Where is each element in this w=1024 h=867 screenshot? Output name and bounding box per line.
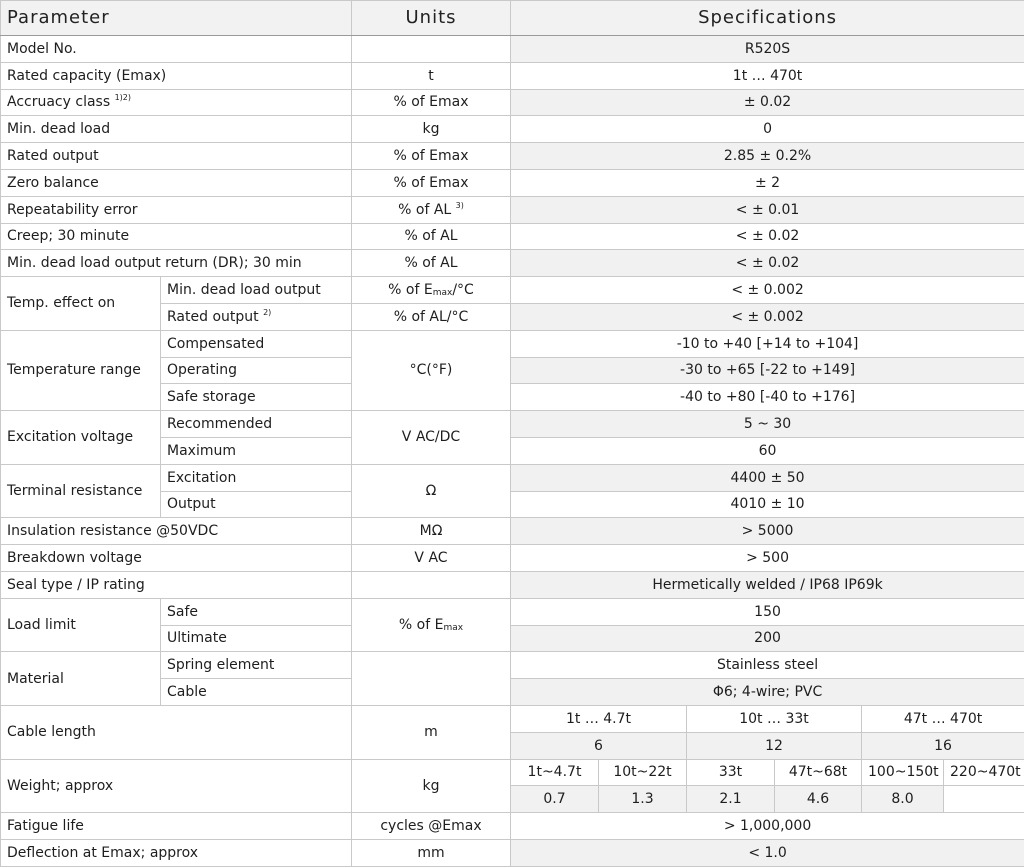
param-cell: Cable length: [1, 705, 352, 759]
unit-text: % of AL: [398, 202, 451, 218]
sub-param-cell: Maximum: [161, 437, 352, 464]
table-row: [1, 652, 1024, 679]
range-cell: 100~150t: [862, 759, 944, 786]
range-cell: 10t~22t: [599, 759, 687, 786]
table-row: [1, 545, 1024, 572]
spec-cell: 1t … 470t: [511, 62, 1024, 89]
unit-subscript: max: [433, 288, 453, 298]
unit-cell: [352, 36, 511, 63]
unit-subscript: max: [443, 623, 463, 633]
unit-cell: % of Emax: [352, 169, 511, 196]
spec-cell: < ± 0.02: [511, 223, 1024, 250]
spec-cell: < ± 0.02: [511, 250, 1024, 277]
footnote-marker: 1)2): [115, 93, 131, 102]
footnote-marker: 3): [456, 201, 464, 210]
unit-cell: [352, 571, 511, 598]
unit-text: /°C: [452, 282, 474, 298]
spec-cell: > 500: [511, 545, 1024, 572]
spec-cell: Φ6; 4-wire; PVC: [511, 679, 1024, 706]
range-cell: 47t … 470t: [862, 705, 1024, 732]
table-row: [1, 571, 1024, 598]
table-row: [1, 223, 1024, 250]
table-row: [1, 62, 1024, 89]
param-cell: Rated output: [1, 143, 352, 170]
unit-cell: m: [352, 705, 511, 759]
spec-cell: 5 ~ 30: [511, 411, 1024, 438]
sub-param-cell: Min. dead load output: [161, 277, 352, 304]
value-cell: 16: [862, 732, 1024, 759]
sub-param-cell: Safe: [161, 598, 352, 625]
param-group-cell: Load limit: [1, 598, 161, 652]
range-cell: 10t … 33t: [687, 705, 862, 732]
spec-cell: > 1,000,000: [511, 813, 1024, 840]
table-row: [1, 36, 1024, 63]
value-cell: [944, 786, 1024, 813]
param-cell: Rated capacity (Emax): [1, 62, 352, 89]
unit-cell: [352, 277, 511, 304]
param-group-cell: Terminal resistance: [1, 464, 161, 518]
sub-param-cell: Excitation: [161, 464, 352, 491]
sub-param-cell: Recommended: [161, 411, 352, 438]
range-cell: 1t~4.7t: [511, 759, 599, 786]
range-cell: 1t … 4.7t: [511, 705, 687, 732]
spec-cell: 4400 ± 50: [511, 464, 1024, 491]
table-row: [1, 598, 1024, 625]
param-cell: Zero balance: [1, 169, 352, 196]
spec-cell: -30 to +65 [-22 to +149]: [511, 357, 1024, 384]
unit-cell: % of Emax: [352, 89, 511, 116]
table-row: [1, 169, 1024, 196]
unit-cell: °C(°F): [352, 330, 511, 410]
table-row: [1, 411, 1024, 438]
table-row: [1, 250, 1024, 277]
table-row: [1, 143, 1024, 170]
sub-param-text: Rated output: [167, 309, 259, 325]
spec-cell: 2.85 ± 0.2%: [511, 143, 1024, 170]
param-cell: Insulation resistance @50VDC: [1, 518, 352, 545]
param-cell: Model No.: [1, 36, 352, 63]
range-cell: 220~470t: [944, 759, 1024, 786]
param-cell: Weight; approx: [1, 759, 352, 813]
sub-param-cell: Cable: [161, 679, 352, 706]
table-row: [1, 196, 1024, 223]
param-cell: Creep; 30 minute: [1, 223, 352, 250]
spec-cell: Stainless steel: [511, 652, 1024, 679]
spec-cell: 0: [511, 116, 1024, 143]
spec-cell: 200: [511, 625, 1024, 652]
unit-cell: [352, 652, 511, 706]
range-cell: 47t~68t: [775, 759, 862, 786]
unit-cell: % of Emax: [352, 143, 511, 170]
param-cell: Deflection at Emax; approx: [1, 839, 352, 866]
unit-cell: % of AL/°C: [352, 303, 511, 330]
spec-cell: ± 0.02: [511, 89, 1024, 116]
unit-cell: % of AL: [352, 250, 511, 277]
value-cell: 12: [687, 732, 862, 759]
spec-cell: < ± 0.002: [511, 277, 1024, 304]
unit-cell: [352, 196, 511, 223]
sub-param-cell: Operating: [161, 357, 352, 384]
spec-cell: Hermetically welded / IP68 IP69k: [511, 571, 1024, 598]
table-row: [1, 277, 1024, 304]
value-cell: 0.7: [511, 786, 599, 813]
table-row: [1, 116, 1024, 143]
spec-cell: < ± 0.01: [511, 196, 1024, 223]
param-group-cell: Excitation voltage: [1, 411, 161, 465]
param-cell: Breakdown voltage: [1, 545, 352, 572]
unit-text: % of E: [399, 617, 444, 633]
sub-param-cell: Spring element: [161, 652, 352, 679]
unit-cell: t: [352, 62, 511, 89]
header-parameter: Parameter: [1, 1, 352, 36]
spec-cell: -10 to +40 [+14 to +104]: [511, 330, 1024, 357]
spec-cell: 150: [511, 598, 1024, 625]
spec-cell: -40 to +80 [-40 to +176]: [511, 384, 1024, 411]
param-cell: Repeatability error: [1, 196, 352, 223]
unit-cell: kg: [352, 116, 511, 143]
param-group-cell: Material: [1, 652, 161, 706]
param-cell: Min. dead load output return (DR); 30 min: [1, 250, 352, 277]
table-row: [1, 705, 1024, 732]
param-cell: [1, 89, 352, 116]
footnote-marker: 2): [263, 308, 271, 317]
sub-param-cell: [161, 303, 352, 330]
table-row: [1, 759, 1024, 786]
spec-cell: 4010 ± 10: [511, 491, 1024, 518]
unit-cell: cycles @Emax: [352, 813, 511, 840]
unit-text: % of E: [388, 282, 433, 298]
param-group-cell: Temperature range: [1, 330, 161, 410]
unit-cell: % of AL: [352, 223, 511, 250]
table-row: [1, 518, 1024, 545]
header-units: Units: [352, 1, 511, 36]
table-row: [1, 813, 1024, 840]
unit-cell: kg: [352, 759, 511, 813]
sub-param-cell: Safe storage: [161, 384, 352, 411]
param-cell: Min. dead load: [1, 116, 352, 143]
param-cell: Fatigue life: [1, 813, 352, 840]
table-row: [1, 464, 1024, 491]
spec-cell: < 1.0: [511, 839, 1024, 866]
range-cell: 33t: [687, 759, 775, 786]
value-cell: 1.3: [599, 786, 687, 813]
spec-cell: ± 2: [511, 169, 1024, 196]
sub-param-cell: Compensated: [161, 330, 352, 357]
sub-param-cell: Output: [161, 491, 352, 518]
value-cell: 4.6: [775, 786, 862, 813]
unit-cell: V AC: [352, 545, 511, 572]
table-row: [1, 330, 1024, 357]
spec-cell: 60: [511, 437, 1024, 464]
header-row: [1, 1, 1024, 36]
table-row: [1, 839, 1024, 866]
spec-cell: < ± 0.002: [511, 303, 1024, 330]
unit-cell: V AC/DC: [352, 411, 511, 465]
param-cell: Seal type / IP rating: [1, 571, 352, 598]
value-cell: 6: [511, 732, 687, 759]
value-cell: 8.0: [862, 786, 944, 813]
param-text: Accruacy class: [7, 94, 110, 110]
unit-cell: [352, 598, 511, 652]
param-group-cell: Temp. effect on: [1, 277, 161, 331]
unit-cell: Ω: [352, 464, 511, 518]
spec-cell: > 5000: [511, 518, 1024, 545]
unit-cell: MΩ: [352, 518, 511, 545]
table-row: [1, 89, 1024, 116]
header-specifications: Specifications: [511, 1, 1024, 36]
sub-param-cell: Ultimate: [161, 625, 352, 652]
spec-cell: R520S: [511, 36, 1024, 63]
unit-cell: mm: [352, 839, 511, 866]
value-cell: 2.1: [687, 786, 775, 813]
